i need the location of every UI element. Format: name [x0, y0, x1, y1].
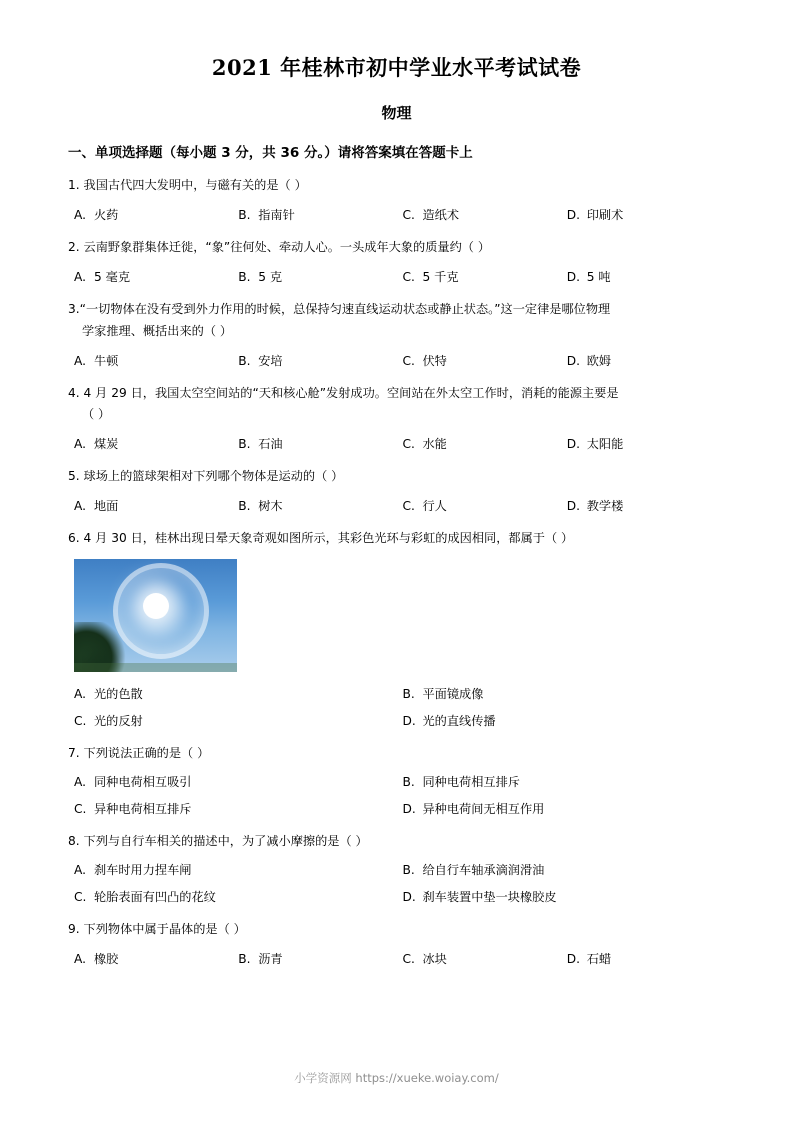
footer-url: https://xueke.woiay.com/	[355, 1071, 499, 1085]
option-c[interactable]	[68, 887, 397, 908]
question-stem: 9. 下列物体中属于晶体的是（ ）	[68, 921, 246, 936]
option-label: B.	[402, 687, 415, 702]
option-label: A.	[74, 775, 86, 790]
sun-disc	[143, 593, 169, 619]
question-stem-continued: 学家推理、概括出来的（ ）	[82, 323, 233, 338]
question-stem: 6. 4 月 30 日，桂林出现日晕天象奇观如图所示，其彩色光环与彩虹的成因相同，都属于（ ）	[68, 531, 574, 546]
question-2	[68, 237, 725, 288]
option-d[interactable]	[561, 949, 725, 970]
option-a[interactable]	[68, 496, 232, 517]
option-label: A.	[74, 499, 86, 514]
option-stack	[68, 772, 725, 819]
option-label: D.	[566, 353, 581, 368]
option-label: C.	[402, 208, 415, 223]
option-text: 水能	[422, 437, 447, 452]
option-row	[68, 684, 725, 705]
option-label: C.	[74, 889, 87, 904]
option-d[interactable]	[397, 887, 726, 908]
question-stem: 7. 下列说法正确的是（ ）	[68, 745, 210, 760]
option-row	[68, 496, 725, 517]
question-8	[68, 831, 725, 908]
option-label: D.	[566, 499, 581, 514]
option-label: D.	[566, 270, 581, 285]
option-d[interactable]	[397, 711, 726, 732]
option-b[interactable]	[232, 267, 396, 288]
option-d[interactable]	[561, 205, 725, 226]
option-row	[68, 799, 725, 820]
option-label: A.	[74, 437, 86, 452]
option-text: 指南针	[258, 208, 295, 223]
option-c[interactable]	[68, 799, 397, 820]
option-label: D.	[566, 208, 581, 223]
option-label: D.	[566, 951, 581, 966]
option-text: 牛顿	[94, 353, 119, 368]
ground-strip	[74, 663, 237, 672]
option-label: C.	[402, 951, 415, 966]
option-label: B.	[402, 775, 415, 790]
footer-brand: 小学资源网	[294, 1071, 352, 1085]
option-text: 轮胎表面有凹凸的花纹	[94, 889, 216, 904]
question-4	[68, 383, 725, 455]
option-label: C.	[74, 714, 87, 729]
page-footer	[0, 1070, 793, 1086]
option-a[interactable]	[68, 684, 397, 705]
question-stem: 1. 我国古代四大发明中，与磁有关的是（ ）	[68, 178, 307, 192]
question-stem: 3.“一切物体在没有受到外力作用的时候，总保持匀速直线运动状态或静止状态。”这一定律是哪位物理	[68, 302, 611, 317]
option-b[interactable]	[232, 949, 396, 970]
option-text: 异种电荷相互排斥	[94, 801, 192, 816]
option-row	[68, 711, 725, 732]
option-text: 火药	[94, 208, 119, 223]
option-label: A.	[74, 951, 86, 966]
option-label: A.	[74, 353, 86, 368]
option-b[interactable]	[232, 351, 396, 372]
page-title: 2021 年桂林市初中学业水平考试试卷	[211, 55, 582, 80]
option-label: C.	[402, 270, 415, 285]
option-text: 地面	[94, 499, 119, 514]
option-text: 树木	[258, 499, 283, 514]
option-c[interactable]	[397, 205, 561, 226]
option-c[interactable]	[68, 711, 397, 732]
option-text: 5 千克	[422, 270, 459, 285]
option-label: B.	[238, 437, 251, 452]
option-a[interactable]	[68, 434, 232, 455]
option-d[interactable]	[561, 267, 725, 288]
option-text: 5 毫克	[94, 270, 131, 285]
question-7	[68, 743, 725, 820]
option-text: 伏特	[422, 353, 447, 368]
option-text: 石蜡	[586, 951, 612, 966]
option-c[interactable]	[397, 434, 561, 455]
option-a[interactable]	[68, 860, 397, 881]
question-stem: 5. 球场上的篮球架相对下列哪个物体是运动的（ ）	[68, 469, 344, 483]
option-d[interactable]	[561, 351, 725, 372]
option-stack	[68, 684, 725, 731]
option-text: 5 吨	[586, 270, 611, 285]
option-c[interactable]	[397, 496, 561, 517]
option-text: 5 克	[258, 270, 283, 285]
option-text: 刹车时用力捏车闸	[94, 863, 192, 878]
option-a[interactable]	[68, 772, 397, 793]
option-label: B.	[238, 353, 251, 368]
sun-halo-photo	[74, 559, 237, 672]
option-text: 同种电荷相互排斥	[422, 775, 520, 790]
option-c[interactable]	[397, 267, 561, 288]
option-label: A.	[74, 270, 86, 285]
option-text: 行人	[422, 499, 447, 514]
option-c[interactable]	[397, 351, 561, 372]
option-text: 冰块	[422, 951, 447, 966]
option-row	[68, 772, 725, 793]
option-row	[68, 887, 725, 908]
option-text: 给自行车轴承滴润滑油	[422, 863, 545, 878]
subject-subtitle: 物理	[381, 104, 412, 122]
option-a[interactable]	[68, 949, 232, 970]
option-b[interactable]	[397, 772, 726, 793]
option-row	[68, 860, 725, 881]
question-stem: 2. 云南野象群集体迁徙，“象”往何处、牵动人心。一头成年大象的质量约（ ）	[68, 240, 491, 255]
option-d[interactable]	[397, 799, 726, 820]
option-row	[68, 434, 725, 455]
option-c[interactable]	[397, 949, 561, 970]
option-row	[68, 205, 725, 226]
option-a[interactable]	[68, 351, 232, 372]
option-label: A.	[74, 208, 86, 223]
option-text: 教学楼	[586, 499, 624, 514]
question-9	[68, 919, 725, 970]
question-stem: 8. 下列与自行车相关的描述中，为了减小摩擦的是（ ）	[68, 833, 368, 848]
option-label: D.	[566, 437, 581, 452]
option-label: B.	[238, 270, 251, 285]
option-label: B.	[402, 863, 415, 878]
option-row	[68, 351, 725, 372]
option-text: 造纸术	[422, 208, 460, 223]
option-b[interactable]	[397, 684, 726, 705]
option-label: A.	[74, 863, 86, 878]
option-b[interactable]	[397, 860, 726, 881]
option-label: A.	[74, 687, 86, 702]
option-d[interactable]	[561, 496, 725, 517]
option-text: 橡胶	[94, 951, 119, 966]
option-text: 光的色散	[94, 687, 143, 702]
option-text: 沥青	[258, 951, 283, 966]
section-heading: 一、单项选择题（每小题 3 分，共 36 分。）请将答案填在答题卡上	[68, 145, 473, 161]
option-label: B.	[238, 208, 251, 223]
option-text: 异种电荷间无相互作用	[422, 801, 545, 816]
question-stem: 4. 4 月 29 日，我国太空空间站的“天和核心舱”发射成功。空间站在外太空工作时，消耗的能源主要是	[68, 385, 619, 400]
option-text: 光的反射	[94, 714, 143, 729]
option-text: 平面镜成像	[422, 687, 484, 702]
option-label: B.	[238, 951, 251, 966]
option-a[interactable]	[68, 267, 232, 288]
option-text: 刹车装置中垫一块橡胶皮	[422, 889, 557, 904]
option-b[interactable]	[232, 496, 396, 517]
option-text: 印刷术	[586, 208, 624, 223]
option-text: 欧姆	[586, 353, 612, 368]
option-d[interactable]	[561, 434, 725, 455]
option-label: D.	[402, 714, 416, 729]
option-text: 同种电荷相互吸引	[94, 775, 192, 790]
question-3	[68, 299, 725, 371]
option-b[interactable]	[232, 205, 396, 226]
option-label: C.	[402, 499, 415, 514]
option-text: 安培	[258, 353, 283, 368]
option-text: 煤炭	[94, 437, 119, 452]
option-label: D.	[402, 801, 416, 816]
option-text: 太阳能	[586, 437, 624, 452]
option-label: C.	[402, 437, 415, 452]
option-b[interactable]	[232, 434, 396, 455]
question-6	[68, 528, 725, 732]
option-row	[68, 267, 725, 288]
option-text: 石油	[258, 437, 283, 452]
option-row	[68, 949, 725, 970]
option-label: D.	[402, 889, 416, 904]
question-5	[68, 466, 725, 517]
option-a[interactable]	[68, 205, 232, 226]
question-1	[68, 175, 725, 226]
question-stem-continued: （ ）	[82, 406, 111, 421]
option-stack	[68, 860, 725, 907]
option-label: C.	[74, 801, 87, 816]
option-text: 光的直线传播	[422, 714, 496, 729]
option-label: B.	[238, 499, 251, 514]
option-label: C.	[402, 353, 415, 368]
